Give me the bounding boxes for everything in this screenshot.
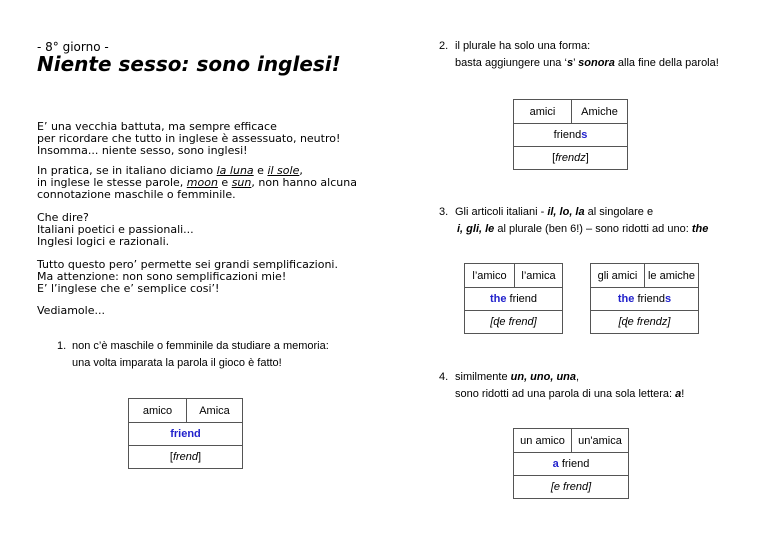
- table-cell: Amica: [187, 399, 243, 423]
- text-line: Inglesi logici e razionali.: [37, 235, 170, 248]
- comment-paragraph: [37, 212, 194, 248]
- page-title: Niente sesso: sono inglesi!: [37, 52, 341, 76]
- vocab-table-plural: [513, 99, 628, 170]
- item-2-text: basta aggiungere una ‘s’ sonora alla fine della parola!: [455, 57, 719, 69]
- item-3-text: i, gli, le al plurale (ben 6!) – sono ridotti ad uno: the: [457, 223, 709, 235]
- day-label: - 8° giorno -: [37, 40, 109, 54]
- table-cell-pronunciation: [e frend]: [514, 476, 629, 499]
- table-cell: l’amica: [515, 264, 563, 288]
- text-line: In pratica, se in italiano diciamo la luna e il sole,: [37, 164, 303, 177]
- item-number: 4.: [439, 371, 449, 383]
- table-cell: amici: [514, 100, 572, 124]
- table-cell-pronunciation: [ɖe frendz]: [591, 311, 699, 334]
- table-cell: Amiche: [572, 100, 628, 124]
- table-cell-english: the friends: [591, 288, 699, 311]
- table-cell: le amiche: [645, 264, 699, 288]
- text-line: Che dire?: [37, 211, 89, 224]
- text-line: Tutto questo pero’ permette sei grandi semplificazioni.: [37, 258, 338, 271]
- example-paragraph: [37, 165, 357, 201]
- table-cell: un amico: [514, 429, 572, 453]
- table-cell-english: the friend: [465, 288, 563, 311]
- item-number: 1.: [57, 340, 67, 352]
- table-cell-pronunciation: [frendz]: [514, 147, 628, 170]
- text-line: Italiani poetici e passionali...: [37, 223, 194, 236]
- item-number: 2.: [439, 40, 449, 52]
- item-3-text: Gli articoli italiani - il, lo, la al singolare e: [455, 206, 654, 218]
- vocab-table-a: [513, 428, 629, 499]
- vocab-table-friend: [128, 398, 243, 469]
- item-4-text: sono ridotti ad una parola di una sola lettera: a!: [455, 388, 685, 400]
- text-line: Vediamole...: [37, 304, 105, 317]
- text-line: Ma attenzione: non sono semplificazioni mie!: [37, 270, 287, 283]
- text-line: E’ una vecchia battuta, ma sempre efficace: [37, 120, 277, 133]
- text-line: Insomma... niente sesso, sono inglesi!: [37, 144, 248, 157]
- item-2-text: il plurale ha solo una forma:: [455, 40, 591, 52]
- item-1-text: non c’è maschile o femminile da studiare a memoria:: [72, 340, 329, 352]
- text-line: connotazione maschile o femminile.: [37, 188, 236, 201]
- table-cell-english: a friend: [514, 453, 629, 476]
- simplification-paragraph: [37, 259, 338, 295]
- vocab-table-the-singular: [464, 263, 563, 334]
- table-cell-english: friends: [514, 124, 628, 147]
- table-cell-pronunciation: [ɖe frend]: [465, 311, 563, 334]
- item-number: 3.: [439, 206, 449, 218]
- table-cell: amico: [129, 399, 187, 423]
- text-line: E’ l’inglese che e’ semplice cosi’!: [37, 282, 220, 295]
- text-line: in inglese le stesse parole, moon e sun, non hanno alcuna: [37, 176, 357, 189]
- table-cell-pronunciation: [frend]: [129, 446, 243, 469]
- table-cell: l’amico: [465, 264, 515, 288]
- intro-paragraph: [37, 121, 340, 157]
- table-cell: gli amici: [591, 264, 645, 288]
- vocab-table-the-plural: [590, 263, 699, 334]
- text-line: per ricordare che tutto in inglese è assessuato, neutro!: [37, 132, 341, 145]
- table-cell-english: friend: [129, 423, 243, 446]
- item-4-text: similmente un, uno, una,: [455, 371, 580, 383]
- item-1-text: una volta imparata la parola il gioco è fatto!: [72, 357, 282, 369]
- table-cell: un'amica: [572, 429, 629, 453]
